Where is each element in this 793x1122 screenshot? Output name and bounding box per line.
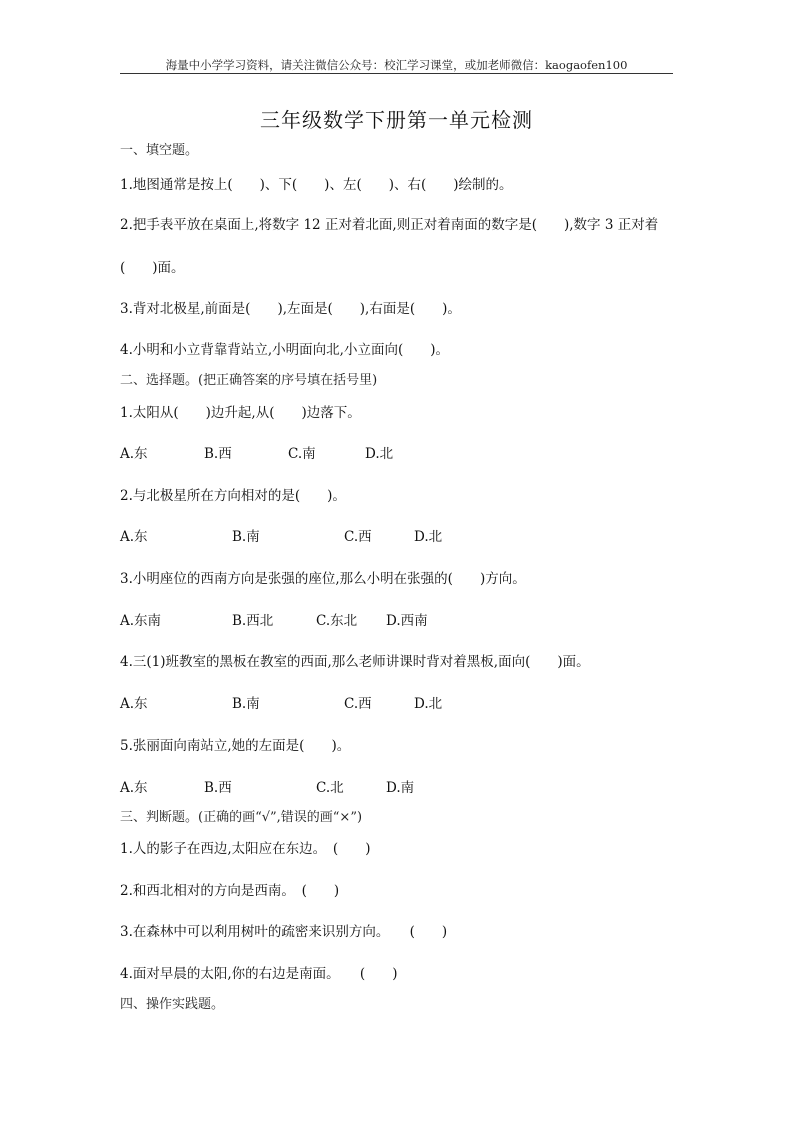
choice-1-option-a: A.东	[120, 446, 148, 462]
choice-2-option-c: C.西	[344, 529, 372, 545]
choice-2-option-d: D.北	[414, 529, 443, 545]
choice-4-option-d: D.北	[414, 696, 443, 712]
section-choice: 二、选择题。(把正确答案的序号填在括号里)	[120, 373, 378, 388]
choice-1-option-b: B.西	[204, 446, 232, 462]
choice-5-option-c: C.北	[316, 780, 344, 796]
choice-question-5: 5.张丽面向南站立,她的左面是( )。	[120, 738, 351, 754]
choice-2-option-b: B.南	[232, 529, 260, 545]
choice-5-option-d: D.南	[386, 780, 415, 796]
choice-question-2: 2.与北极星所在方向相对的是( )。	[120, 488, 346, 504]
judge-question-3: 3.在森林中可以利用树叶的疏密来识别方向。 ( )	[120, 924, 448, 940]
fill-question-1: 1.地图通常是按上( )、下( )、左( )、右( )绘制的。	[120, 177, 513, 193]
choice-3-option-a: A.东南	[120, 613, 162, 629]
judge-question-1: 1.人的影子在西边,太阳应在东边。 ( )	[120, 841, 371, 857]
choice-5-option-a: A.东	[120, 780, 148, 796]
choice-3-option-c: C.东北	[316, 613, 358, 629]
section-fill-in: 一、填空题。	[120, 143, 199, 158]
section-judge: 三、判断题。(正确的画“√”,错误的画“×”)	[120, 810, 363, 825]
fill-question-3: 3.背对北极星,前面是( ),左面是( ),右面是( )。	[120, 301, 461, 317]
header-divider	[120, 73, 673, 74]
fill-question-2-continued: ( )面。	[120, 260, 185, 276]
choice-4-option-a: A.东	[120, 696, 148, 712]
page-header: 海量中小学学习资料，请关注微信公众号：校汇学习课堂，或加老师微信：kaogaofen100	[165, 58, 628, 72]
section-practice: 四、操作实践题。	[120, 997, 225, 1012]
choice-4-option-c: C.西	[344, 696, 372, 712]
choice-question-3: 3.小明座位的西南方向是张强的座位,那么小明在张强的( )方向。	[120, 571, 526, 587]
choice-4-option-b: B.南	[232, 696, 260, 712]
choice-3-option-d: D.西南	[386, 613, 428, 629]
judge-question-4: 4.面对早晨的太阳,你的右边是南面。 ( )	[120, 966, 398, 982]
choice-1-option-d: D.北	[365, 446, 394, 462]
choice-1-option-c: C.南	[288, 446, 316, 462]
fill-question-2: 2.把手表平放在桌面上,将数字 12 正对着北面,则正对着南面的数字是( ),数字 3 正对着	[120, 217, 659, 233]
fill-question-4: 4.小明和小立背靠背站立,小明面向北,小立面向( )。	[120, 342, 449, 358]
judge-question-2: 2.和西北相对的方向是西南。 ( )	[120, 883, 340, 899]
choice-question-1: 1.太阳从( )边升起,从( )边落下。	[120, 405, 361, 421]
choice-question-4: 4.三(1)班教室的黑板在教室的西面,那么老师讲课时背对着黑板,面向( )面。	[120, 654, 590, 670]
choice-2-option-a: A.东	[120, 529, 148, 545]
page-title: 三年级数学下册第一单元检测	[260, 108, 533, 132]
choice-5-option-b: B.西	[204, 780, 232, 796]
choice-3-option-b: B.西北	[232, 613, 274, 629]
